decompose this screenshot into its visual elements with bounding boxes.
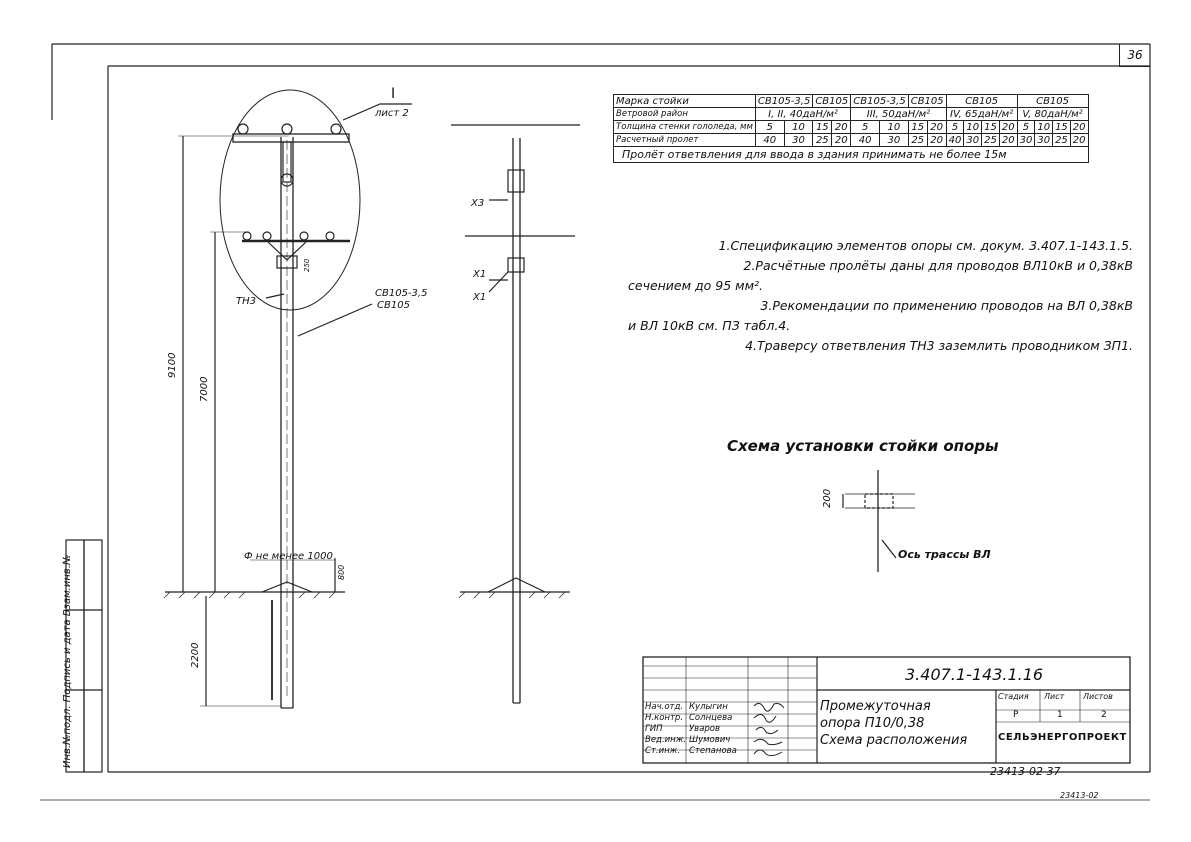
- ice-cell: 5: [946, 121, 964, 134]
- ice-cell: 20: [999, 121, 1017, 134]
- org-name: СЕЛЬЭНЕРГОПРОЕКТ: [998, 732, 1127, 743]
- span-cell: 20: [832, 134, 851, 147]
- wind-cell: IV, 65даН/м²: [946, 108, 1017, 121]
- sheet-ref-label: лист 2: [375, 108, 409, 119]
- ice-cell: 20: [927, 121, 946, 134]
- note-2: 2.Расчётные пролёты даны для проводов ВЛ10кВ и 0,38кВ: [743, 258, 1133, 273]
- branch-note: Пролёт ответвления для ввода в здания принимать не более 15м: [614, 147, 1089, 163]
- title-line-3: Схема расположения: [820, 733, 968, 748]
- sheet-ref: I: [391, 86, 396, 102]
- ice-label: Толщина стенки гололеда, мм: [614, 121, 756, 134]
- dim-250: 250: [303, 258, 311, 272]
- dim-2200: 2200: [190, 642, 201, 668]
- table-row-ice: [614, 121, 1089, 134]
- span-cell: 30: [879, 134, 908, 147]
- wind-cell: V, 80даН/м²: [1017, 108, 1088, 121]
- dim-800: 800: [337, 564, 346, 580]
- wind-label: Ветровой район: [614, 108, 756, 121]
- span-cell: 25: [813, 134, 832, 147]
- sheets-label: Листов: [1083, 692, 1113, 701]
- ice-cell: 15: [1053, 121, 1071, 134]
- span-cell: 30: [1035, 134, 1053, 147]
- wind-cell: III, 50даН/м²: [851, 108, 946, 121]
- sheet-value: 1: [1057, 710, 1063, 720]
- table-row-note: [614, 147, 1089, 163]
- note-4: 4.Траверсу ответвления ТН3 заземлить проводником ЗП1.: [745, 338, 1133, 353]
- x1-label-a: Х1: [473, 269, 487, 280]
- drawing-title: [820, 698, 967, 749]
- brand-label: Марка стойки: [614, 95, 756, 108]
- stage-value: Р: [1013, 710, 1019, 720]
- person-name: Степанова: [689, 746, 737, 756]
- table-row-span: [614, 134, 1089, 147]
- drawing-code: 3.407.1-143.1.16: [905, 665, 1044, 684]
- brand-cell: СВ105-3,5: [755, 95, 812, 108]
- role: Н.контр.: [645, 713, 684, 723]
- signature-2: [754, 714, 776, 722]
- span-cell: 40: [755, 134, 784, 147]
- archive-number: 23413-02 37: [990, 765, 1061, 778]
- scheme-title: Схема установки стойки опоры: [727, 437, 999, 455]
- names-column: [689, 702, 737, 757]
- brand-cell: СВ105: [813, 95, 851, 108]
- note-3-cont: и ВЛ 10кВ см. ПЗ табл.4.: [628, 318, 791, 333]
- brand-cell: СВ105: [1017, 95, 1088, 108]
- brand-cell: СВ105: [946, 95, 1017, 108]
- brand-cell: СВ105-3,5: [851, 95, 908, 108]
- sheets-value: 2: [1101, 710, 1107, 720]
- span-cell: 20: [927, 134, 946, 147]
- x3-label: Х3: [471, 198, 485, 209]
- person-name: Шумович: [689, 735, 731, 745]
- scheme-dim: 200: [822, 488, 833, 508]
- ice-cell: 10: [964, 121, 982, 134]
- ice-cell: 5: [851, 121, 880, 134]
- page-number: 36: [1119, 44, 1150, 67]
- span-label: Расчетный пролет: [614, 134, 756, 147]
- ice-cell: 5: [755, 121, 784, 134]
- ice-cell: 5: [1017, 121, 1035, 134]
- side-strip-text: Инв.№подл. Подпись и дата Взам.инв.№: [62, 554, 73, 768]
- pole-type-1: СВ105-3,5: [375, 288, 428, 299]
- roles-column: [645, 702, 686, 757]
- wind-cell: I, II, 40даН/м²: [755, 108, 850, 121]
- tn3-label: ТН3: [236, 296, 256, 307]
- ice-cell: 15: [813, 121, 832, 134]
- span-cell: 30: [784, 134, 813, 147]
- role: ГИП: [645, 724, 663, 734]
- note-1: 1.Спецификацию элементов опоры см. докум. 3.407.1-143.1.5.: [718, 238, 1133, 253]
- span-cell: 25: [982, 134, 1000, 147]
- dim-7000: 7000: [199, 376, 210, 402]
- signature-5: [754, 750, 782, 756]
- span-cell: 40: [946, 134, 964, 147]
- signature-1: [754, 703, 784, 711]
- span-cell: 20: [1070, 134, 1088, 147]
- detail-circle: [220, 90, 360, 310]
- span-cell: 30: [964, 134, 982, 147]
- pole-type-2: СВ105: [377, 300, 410, 311]
- note-3: 3.Рекомендации по применению проводов на ВЛ 0,38кВ: [760, 298, 1133, 313]
- archive-number-small: 23413-02: [1060, 791, 1099, 800]
- signatures: [750, 700, 790, 762]
- notes-block: [628, 236, 1133, 356]
- span-cell: 25: [1053, 134, 1071, 147]
- ice-cell: 10: [1035, 121, 1053, 134]
- x1-label-b: Х1: [473, 292, 487, 303]
- ice-cell: 15: [908, 121, 927, 134]
- table-row-brands: [614, 95, 1089, 108]
- dim-9100: 9100: [167, 352, 178, 378]
- span-cell: 30: [1017, 134, 1035, 147]
- spec-table: [613, 94, 1089, 163]
- person-name: Солнцева: [689, 713, 733, 723]
- signature-4: [754, 739, 782, 744]
- stage-label: Стадия: [998, 692, 1029, 701]
- brand-cell: СВ105: [908, 95, 946, 108]
- span-cell: 40: [851, 134, 880, 147]
- axis-label: Ось трассы ВЛ: [898, 548, 991, 561]
- ice-cell: 10: [784, 121, 813, 134]
- signature-3: [756, 727, 778, 733]
- table-row-wind: [614, 108, 1089, 121]
- role: Ст.инж.: [645, 746, 681, 756]
- ice-cell: 20: [832, 121, 851, 134]
- span-cell: 25: [908, 134, 927, 147]
- span-cell: 20: [999, 134, 1017, 147]
- ice-cell: 15: [982, 121, 1000, 134]
- sheet-label: Лист: [1044, 692, 1065, 701]
- ice-cell: 20: [1070, 121, 1088, 134]
- role: Нач.отд.: [645, 702, 684, 712]
- person-name: Уваров: [689, 724, 721, 734]
- person-name: Кулыгин: [689, 702, 728, 712]
- title-line-1: Промежуточная: [820, 699, 931, 714]
- role: Вед.инж.: [645, 735, 687, 745]
- ground-note: Ф не менее 1000: [244, 551, 333, 562]
- note-2-cont: сечением до 95 мм².: [628, 278, 764, 293]
- ice-cell: 10: [879, 121, 908, 134]
- title-line-2: опора П10/0,38: [820, 716, 925, 731]
